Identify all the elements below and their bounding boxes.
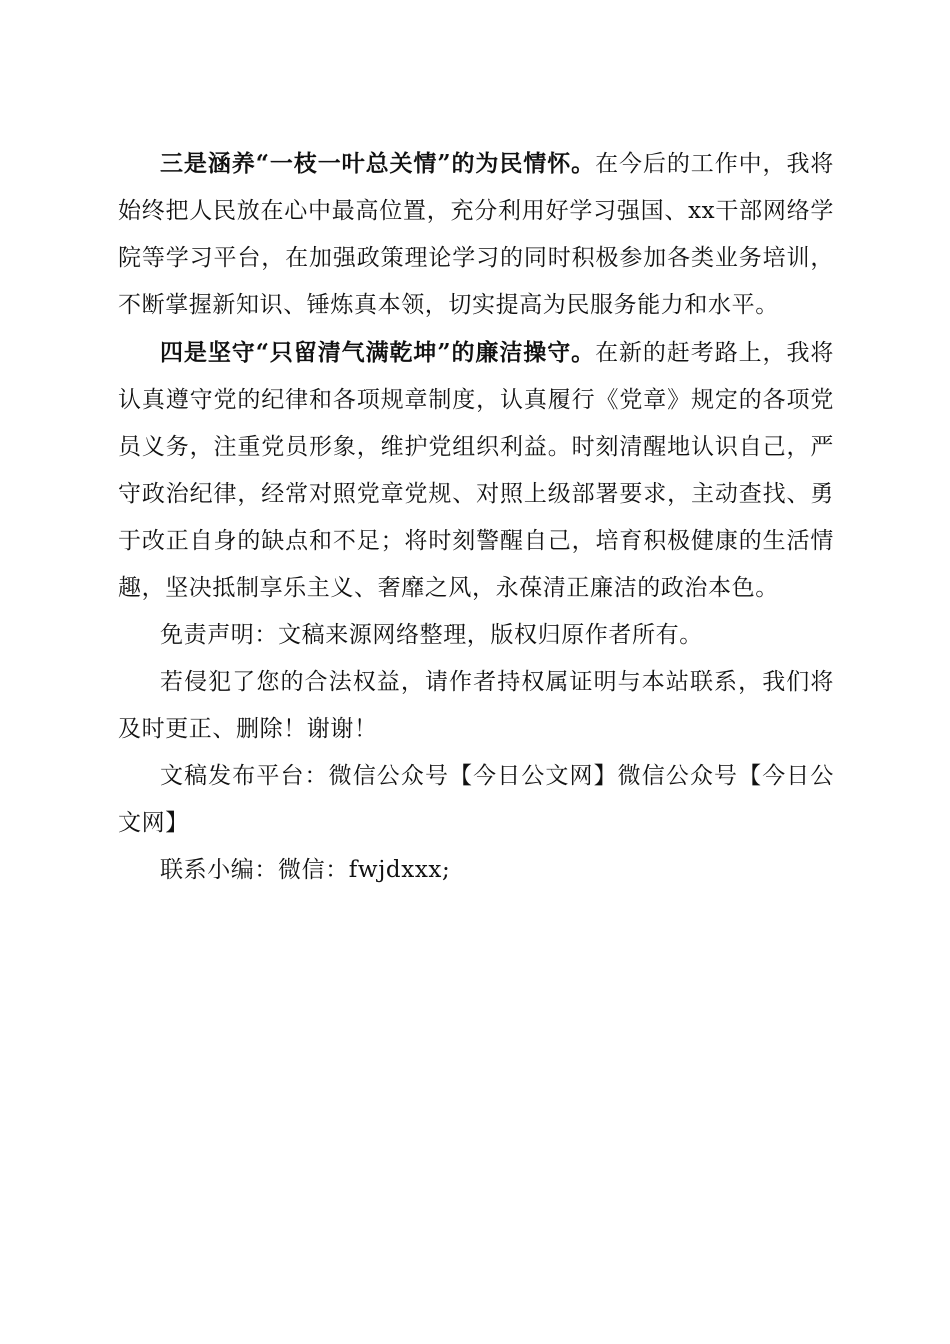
paragraph-text: 在今后的工作中，我将始终把人民放在心中最高位置，充分利用好学习强国、xx干部网络学院等学习平台，在加强政策理论学习的同时积极参加各类业务培训，不断掌握新知识、锤炼真本领，切实提高为民服务能力和水平。 [118, 151, 835, 318]
contact-info: 联系小编：微信：fwjdxxx; [160, 857, 451, 883]
paragraph-heading: 三是涵养“一枝一叶总关情”的为民情怀。 [160, 150, 596, 177]
paragraph-heading: 四是坚守“只留清气满乾坤”的廉洁操守。 [160, 339, 596, 366]
platform-info: 文稿发布平台：微信公众号【今日公文网】微信公众号【今日公文网】 [118, 763, 834, 836]
document-body [118, 140, 834, 894]
paragraph-integrity [118, 329, 834, 612]
infringement-notice: 若侵犯了您的合法权益，请作者持权属证明与本站联系，我们将及时更正、删除！谢谢！ [118, 669, 834, 742]
disclaimer-text: 免责声明：文稿来源网络整理，版权归原作者所有。 [160, 622, 703, 648]
paragraph-people-oriented [118, 140, 834, 329]
paragraph-text: 在新的赶考路上，我将认真遵守党的纪律和各项规章制度，认真履行《党章》规定的各项党员义务，注重党员形象，维护党组织利益。时刻清醒地认识自己，严守政治纪律，经常对照党章党规、对照上级部署要求，主动查找、勇于改正自身的缺点和不足；将时刻警醒自己，培育积极健康的生活情趣，坚决抵制享乐主义、奢靡之风，永葆清正廉洁的政治本色。 [118, 340, 835, 601]
